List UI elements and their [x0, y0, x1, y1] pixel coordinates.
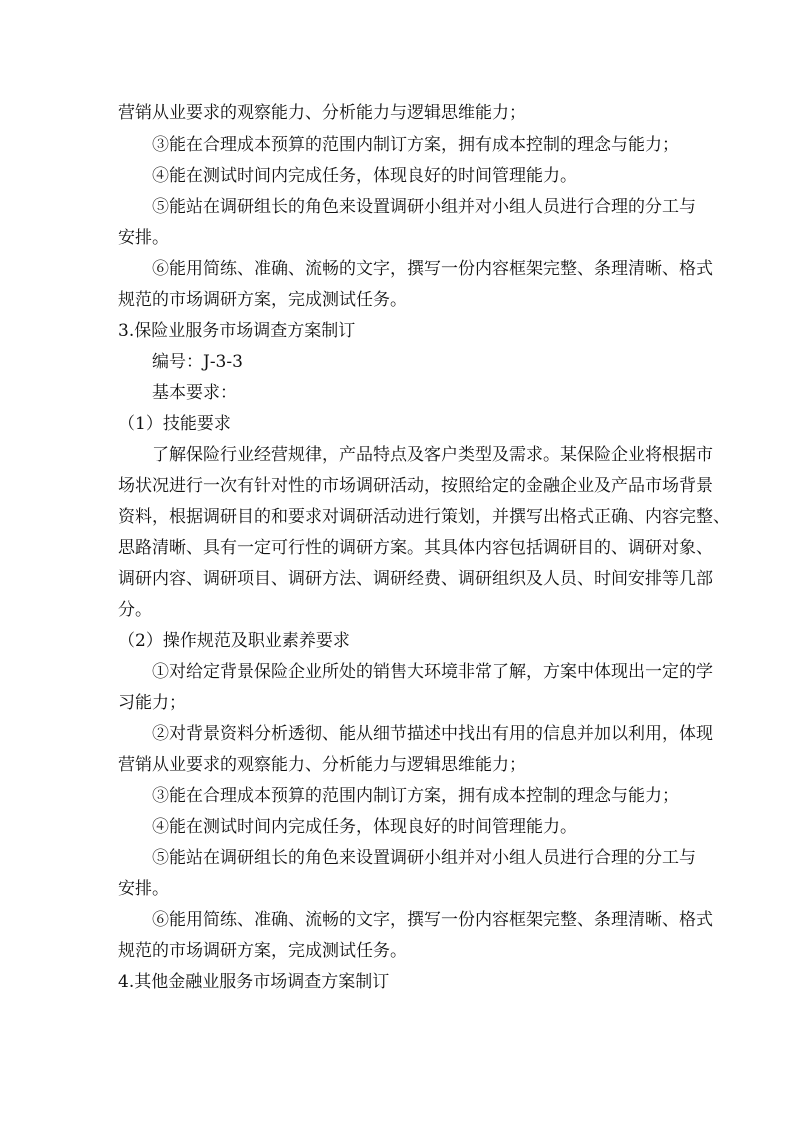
text-line: 安排。 — [118, 228, 169, 248]
text-line: 编号：J-3-3 — [152, 352, 243, 372]
text-line: 基本要求： — [152, 383, 237, 403]
text-line: ③能在合理成本预算的范围内制订方案，拥有成本控制的理念与能力； — [152, 786, 679, 806]
text-line: ④能在测试时间内完成任务，体现良好的时间管理能力。 — [152, 166, 577, 186]
text-line: ①对给定背景保险企业所处的销售大环境非常了解，方案中体现出一定的学 — [152, 662, 713, 682]
text-line: 规范的市场调研方案，完成测试任务。 — [118, 290, 407, 310]
text-line: 调研内容、调研项目、调研方法、调研经费、调研组织及人员、时间安排等几部 — [118, 569, 713, 589]
section-heading: 4.其他金融业服务市场调查方案制订 — [118, 972, 390, 992]
text-line: ⑥能用简练、准确、流畅的文字，撰写一份内容框架完整、条理清晰、格式 — [152, 910, 713, 930]
text-line: 场状况进行一次有针对性的市场调研活动，按照给定的金融企业及产品市场背景 — [118, 476, 713, 496]
text-line: ③能在合理成本预算的范围内制订方案，拥有成本控制的理念与能力； — [152, 135, 679, 155]
subsection-heading: （2）操作规范及职业素养要求 — [118, 631, 350, 651]
text-line: 思路清晰、具有一定可行性的调研方案。其具体内容包括调研目的、调研对象、 — [118, 538, 713, 558]
text-line: ⑤能站在调研组长的角色来设置调研小组并对小组人员进行合理的分工与 — [152, 197, 696, 217]
text-line: ⑥能用简练、准确、流畅的文字，撰写一份内容框架完整、条理清晰、格式 — [152, 259, 713, 279]
text-line: 安排。 — [118, 879, 169, 899]
text-line: 分。 — [118, 600, 152, 620]
text-line: 营销从业要求的观察能力、分析能力与逻辑思维能力； — [118, 755, 526, 775]
text-line: ②对背景资料分析透彻、能从细节描述中找出有用的信息并加以利用，体现 — [152, 724, 713, 744]
text-line: 资料，根据调研目的和要求对调研活动进行策划，并撰写出格式正确、内容完整、 — [118, 507, 730, 527]
text-line: 了解保险行业经营规律，产品特点及客户类型及需求。某保险企业将根据市 — [152, 445, 713, 465]
section-heading: 3.保险业服务市场调查方案制订 — [118, 321, 356, 341]
subsection-heading: （1）技能要求 — [118, 414, 231, 434]
text-line: 规范的市场调研方案，完成测试任务。 — [118, 941, 407, 961]
text-line: 营销从业要求的观察能力、分析能力与逻辑思维能力； — [118, 103, 526, 123]
text-line: ④能在测试时间内完成任务，体现良好的时间管理能力。 — [152, 817, 577, 837]
text-line: 习能力； — [118, 693, 186, 713]
text-line: ⑤能站在调研组长的角色来设置调研小组并对小组人员进行合理的分工与 — [152, 848, 696, 868]
